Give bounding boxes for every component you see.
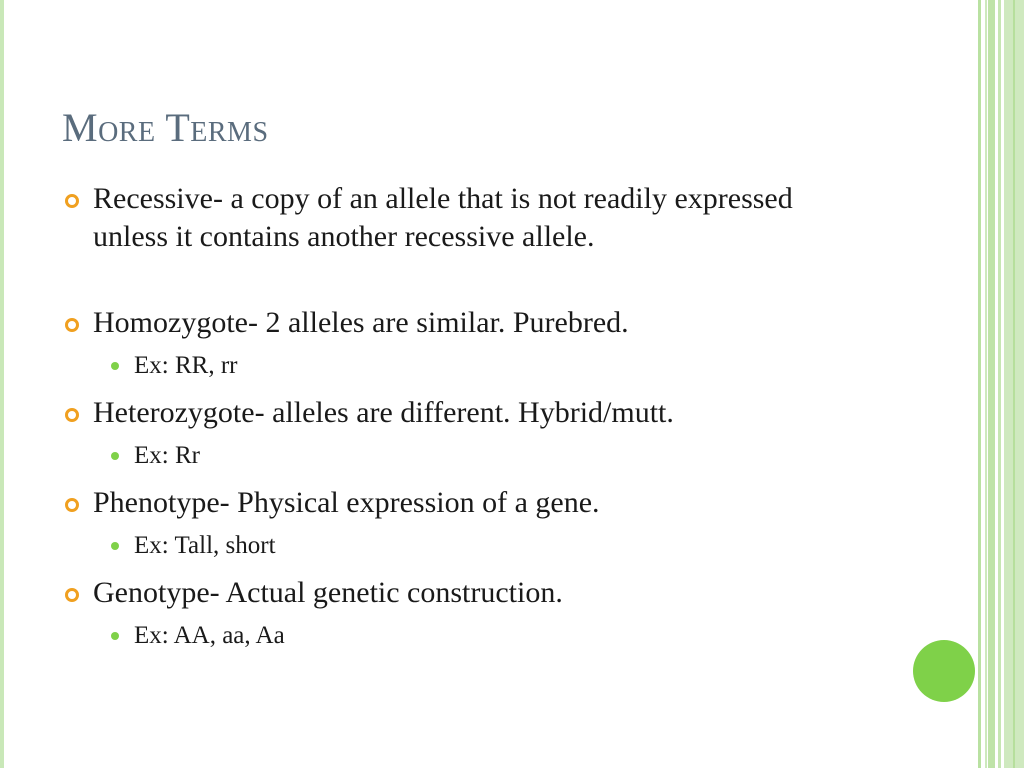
bullet-ring-icon [65,318,79,332]
bullet-ring-icon [65,498,79,512]
bullet-item [62,574,862,612]
sub-bullet-item [62,530,862,562]
sub-bullet-dot-icon [111,452,119,460]
sub-bullet-item [62,350,862,382]
decorative-stripe [1013,0,1015,768]
bullet-item [62,484,862,522]
bullet-item [62,394,862,432]
sub-bullet-dot-icon [111,542,119,550]
slide-title: More Terms [62,105,269,150]
bullet-item [62,304,862,342]
decorative-stripe [985,0,987,768]
bullet-ring-icon [65,588,79,602]
sub-bullet-dot-icon [111,362,119,370]
bullet-text: Recessive- a copy of an allele that is not readily expressed unless it contains another recessive allele. [93,182,793,253]
sub-bullet-text: Ex: Rr [134,442,200,469]
decorative-green-circle [913,640,975,702]
sub-bullet-item [62,620,862,652]
bullet-item [62,180,862,256]
decorative-stripe [988,0,995,768]
bullet-text: Heterozygote- alleles are different. Hybrid/mutt. [93,396,674,429]
slide-body [62,180,862,652]
decorative-stripe [998,0,1001,768]
bullet-text: Phenotype- Physical expression of a gene. [93,486,600,519]
bullet-text: Homozygote- 2 alleles are similar. Purebred. [93,306,629,339]
sub-bullet-item [62,440,862,472]
bullet-text: Genotype- Actual genetic construction. [93,576,563,609]
sub-bullet-dot-icon [111,632,119,640]
sub-bullet-text: Ex: RR, rr [134,352,238,379]
decorative-stripe [978,0,981,768]
bullet-ring-icon [65,194,79,208]
sub-bullet-text: Ex: AA, aa, Aa [134,622,285,649]
sub-bullet-text: Ex: Tall, short [134,532,276,559]
left-border-line [0,0,4,768]
bullet-ring-icon [65,408,79,422]
